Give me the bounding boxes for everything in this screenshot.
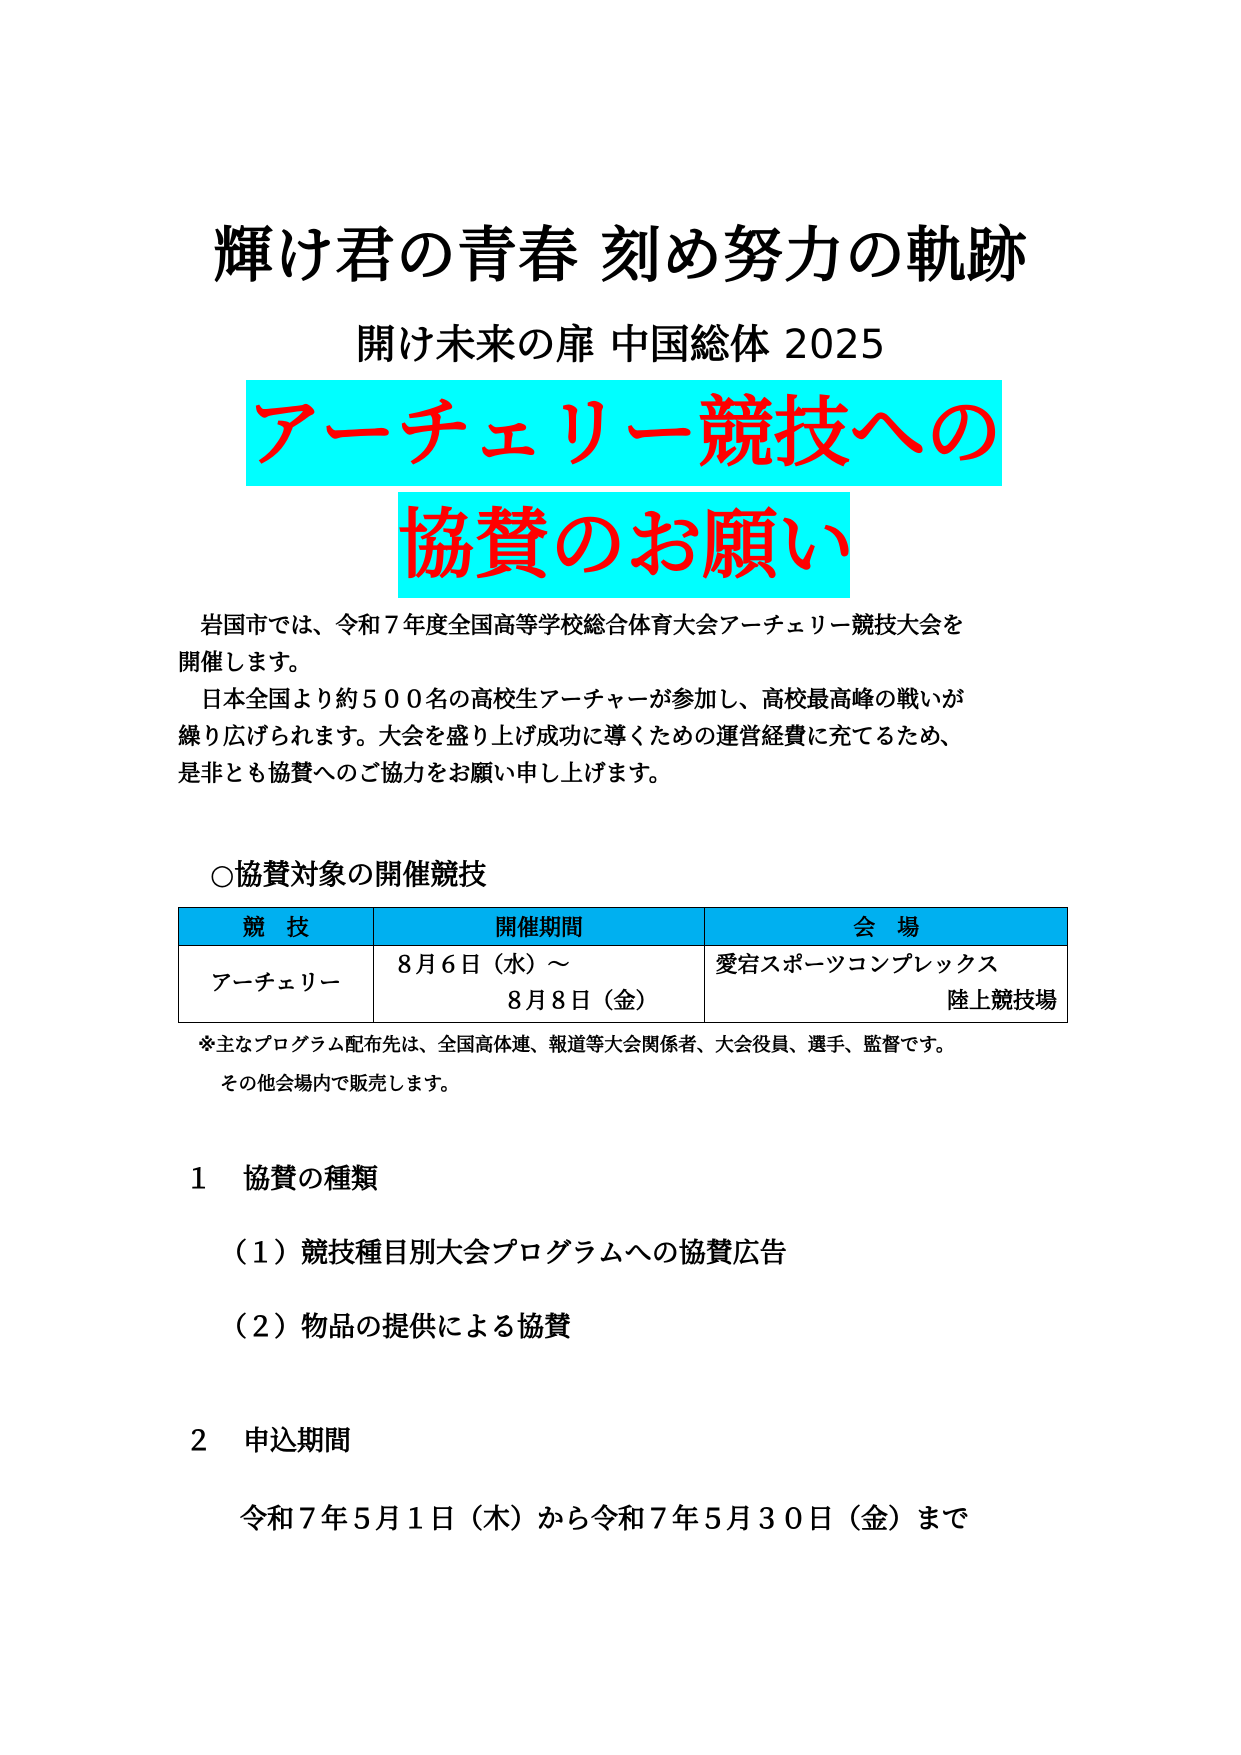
section-heading-application-period	[185, 1419, 351, 1458]
column-header-period: 開催期間	[373, 908, 705, 946]
section-title: 協賛の種類	[243, 1164, 378, 1195]
column-header-event: 競 技	[179, 908, 374, 946]
period-end: ８月８日（金）	[503, 989, 658, 1014]
venue-line-1: 愛宕スポーツコンプレックス	[715, 953, 999, 978]
sales-note: その他会場内で販売します。	[220, 1074, 460, 1095]
intro-line: 開催します。	[178, 650, 312, 676]
headline-line-2: 協賛のお願い	[398, 492, 850, 598]
events-heading: ○協賛対象の開催競技	[210, 858, 487, 891]
distribution-note: ※主なプログラム配布先は、全国高体連、報道等大会関係者、大会役員、選手、監督です。	[198, 1035, 955, 1056]
subtitle-main: 開け未来の扉 中国総体	[355, 322, 770, 368]
period-start: ８月６日（水）～	[393, 953, 570, 978]
event-cell: アーチェリー	[179, 946, 374, 1023]
intro-line: 是非とも協賛へのご協力をお願い申し上げます。	[178, 761, 672, 787]
section-number: ２	[185, 1426, 212, 1457]
subtitle-year: 2025	[783, 322, 886, 368]
section-title: 申込期間	[243, 1426, 351, 1457]
intro-line: 岩国市では、令和７年度全国高等学校総合体育大会アーチェリー競技大会を	[178, 613, 965, 639]
application-period-text: 令和７年５月１日（木）から令和７年５月３０日（金）まで	[240, 1504, 969, 1535]
table-row	[179, 946, 1068, 1023]
column-header-venue: 会 場	[705, 908, 1068, 946]
section-number: １	[185, 1164, 212, 1195]
table-header-row	[179, 908, 1068, 946]
events-table	[178, 907, 1068, 1023]
venue-cell	[705, 946, 1068, 1023]
intro-line: 繰り広げられます。大会を盛り上げ成功に導くための運営経費に充てるため、	[178, 724, 963, 750]
venue-line-2: 陸上競技場	[946, 989, 1057, 1014]
sponsorship-type-item: （１）競技種目別大会プログラムへの協賛広告	[220, 1238, 787, 1269]
slogan-title: 輝け君の青春 刻め努力の軌跡	[213, 221, 1028, 291]
intro-line: 日本全国より約５００名の高校生アーチャーが参加し、高校最高峰の戦いが	[178, 687, 965, 713]
period-cell	[373, 946, 705, 1023]
headline-line-1: アーチェリー競技への	[246, 380, 1002, 486]
event-subtitle	[0, 313, 1241, 370]
sponsorship-type-item: （２）物品の提供による協賛	[220, 1312, 571, 1343]
intro-text	[178, 608, 1078, 793]
section-heading-sponsorship-types	[185, 1157, 378, 1196]
